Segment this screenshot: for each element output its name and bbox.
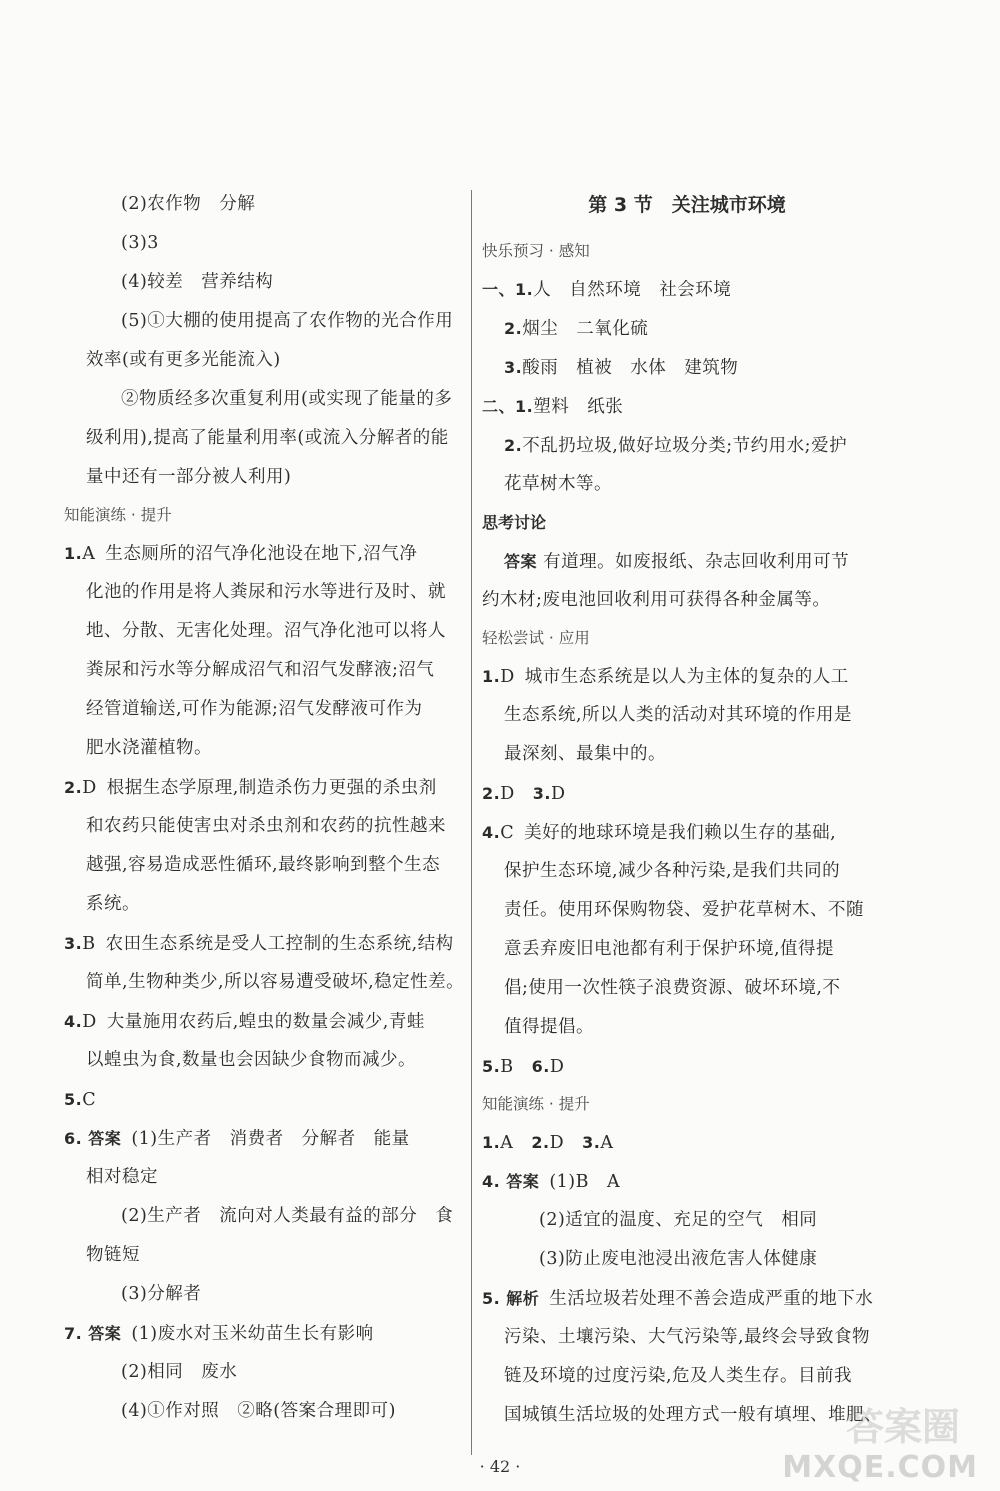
section-heading: 知能演练 · 提升 (482, 1095, 590, 1113)
text-line: ②物质经多次重复利用(或实现了能量的多 (121, 389, 453, 409)
left-column (64, 185, 464, 1431)
text-line: 和农药只能使害虫对杀虫剂和农药的抗性越来 (86, 816, 446, 836)
question-1 (482, 657, 892, 696)
question-number: 5. (64, 1090, 83, 1109)
explanation: 根据生态学原理,制造杀伤力更强的杀虫剂 (106, 778, 437, 798)
explanation: 农田生态系统是受人工控制的生态系统,结构 (105, 934, 454, 954)
page-number: · 42 · (479, 1457, 521, 1476)
question-number: 4. (482, 823, 501, 842)
analysis-label: 解析 (506, 1289, 540, 1308)
text-line: 越强,容易造成恶性循环,最终影响到整个生态 (86, 855, 441, 875)
question-number: 2. (531, 1133, 550, 1152)
text-line: 量中还有一部分被人利用) (86, 467, 292, 487)
question-number: 5. (482, 1057, 501, 1076)
text-line: (4)①作对照 ②略(答案合理即可) (121, 1401, 396, 1421)
text-line: 花草树木等。 (504, 474, 612, 494)
answer-text: 人 自然环境 社会环境 (533, 280, 732, 300)
text-line: (2)适宜的温度、充足的空气 相同 (539, 1210, 818, 1230)
section-heading: 轻松尝试 · 应用 (482, 629, 590, 647)
answer-text: 塑料 纸张 (533, 397, 624, 417)
question-number: 6. (531, 1057, 550, 1076)
item-number: 2. (504, 436, 523, 455)
explanation: 生活垃圾若处理不善会造成严重的地下水 (549, 1289, 874, 1309)
item-number: 二、1. (482, 397, 534, 416)
question-number: 3. (64, 934, 83, 953)
text-line: (4)较差 营养结构 (121, 272, 274, 292)
text-line: 级利用),提高了能量利用率(或流入分解者的能 (86, 428, 449, 448)
right-column (482, 185, 892, 1435)
answer-letter: D (82, 1012, 97, 1032)
text-line: (2)农作物 分解 (121, 194, 256, 214)
answer-letter: B (82, 934, 96, 954)
question-2 (64, 768, 464, 807)
explanation: 大量施用农药后,蝗虫的数量会减少,青蛙 (106, 1012, 425, 1032)
explanation: 生态厕所的沼气净化池设在地下,沼气净 (105, 544, 418, 564)
question-4 (482, 813, 892, 852)
item-number: 3. (504, 358, 523, 377)
text-line: 链及环境的过度污染,危及人类生存。目前我 (504, 1366, 853, 1386)
text-line: 效率(或有更多光能流入) (86, 350, 281, 370)
answer-letter: D (550, 784, 566, 804)
question-7 (64, 1314, 464, 1353)
text-line: (2)生产者 流向对人类最有益的部分 食 (121, 1206, 454, 1226)
section-title: 第 3 节 关注城市环境 (588, 194, 786, 216)
question-5 (64, 1080, 464, 1119)
answer-letter: D (82, 778, 97, 798)
question-4 (64, 1002, 464, 1041)
question-4 (482, 1162, 892, 1201)
answer-letter: C (500, 823, 515, 843)
question-5 (482, 1279, 892, 1318)
text-line: 意丢弃废旧电池都有利于保护环境,值得提 (504, 939, 835, 959)
text-line: 地、分散、无害化处理。沼气净化池可以将人 (86, 621, 446, 641)
answer-item (482, 270, 892, 309)
question-1 (64, 534, 464, 573)
answer-key-label: 答案 (504, 552, 538, 571)
text-line: 简单,生物种类少,所以容易遭受破坏,稳定性差。 (86, 972, 465, 992)
text-line: 系统。 (86, 894, 140, 914)
answer-item (482, 387, 892, 426)
text-line: 物链短 (86, 1245, 140, 1265)
text-line: 粪尿和污水等分解成沼气和沼气发酵液;沼气 (86, 660, 435, 680)
section-heading: 知能演练 · 提升 (64, 506, 172, 524)
question-2-3 (482, 774, 892, 813)
answer-text: 不乱扔垃圾,做好垃圾分类;节约用水;爱护 (522, 436, 848, 456)
item-number: 一、1. (482, 280, 534, 299)
question-number: 4. (64, 1012, 83, 1031)
text-line: (3)防止废电池浸出液危害人体健康 (539, 1249, 818, 1269)
text-line: 国城镇生活垃圾的处理方式一般有填埋、堆肥、 (504, 1405, 882, 1425)
answer-letter: D (549, 1133, 565, 1153)
text-line: 约木材;废电池回收利用可获得各种金属等。 (482, 590, 831, 610)
answer-text: (1)B A (549, 1172, 621, 1192)
question-number: 2. (64, 778, 83, 797)
section-heading: 快乐预习 · 感知 (482, 242, 590, 260)
answer-letter: D (549, 1057, 565, 1077)
question-5-6 (482, 1047, 892, 1086)
answer-letter: D (500, 784, 515, 804)
text-line: 肥水浇灌植物。 (86, 738, 212, 758)
question-6 (64, 1119, 464, 1158)
explanation: 美好的地球环境是我们赖以生存的基础, (524, 823, 837, 843)
question-number: 7. (64, 1324, 83, 1343)
question-3 (64, 924, 464, 963)
question-number: 3. (582, 1133, 601, 1152)
text-line: 经管道输送,可作为能源;沼气发酵液可作为 (86, 699, 423, 719)
text-line: 生态系统,所以人类的活动对其环境的作用是 (504, 705, 853, 725)
answer-text: 有道理。如废报纸、杂志回收利用可节 (543, 552, 850, 572)
answer-key-label: 答案 (88, 1324, 122, 1343)
discussion-heading: 思考讨论 (482, 513, 547, 532)
text-line: (3)分解者 (121, 1284, 202, 1304)
question-number: 4. (482, 1172, 501, 1191)
question-number: 6. (64, 1129, 83, 1148)
answer-item (482, 309, 892, 348)
item-number: 2. (504, 319, 523, 338)
text-line: 倡;使用一次性筷子浪费资源、破坏环境,不 (504, 978, 841, 998)
answer-text: 烟尘 二氧化硫 (522, 319, 649, 339)
watermark: MXQE.COM (782, 1450, 978, 1485)
answer-key-label: 答案 (88, 1129, 122, 1148)
question-number: 1. (64, 544, 83, 563)
question-number: 2. (482, 784, 501, 803)
answer-key-label: 答案 (506, 1172, 540, 1191)
answer-item (482, 426, 892, 465)
answer-item (482, 348, 892, 387)
watermark-logo: 答案圈 (845, 1405, 960, 1449)
answer-letter: D (500, 667, 515, 687)
answer-letter: A (82, 544, 96, 564)
text-line: (5)①大棚的使用提高了农作物的光合作用 (121, 311, 454, 331)
text-line: 责任。使用环保购物袋、爱护花草树木、不随 (504, 900, 864, 920)
discussion-answer (482, 542, 892, 581)
text-line: (3)3 (121, 233, 159, 253)
text-line: 值得提倡。 (504, 1017, 594, 1037)
question-1-3 (482, 1123, 892, 1162)
text-line: 以蝗虫为食,数量也会因缺少食物而减少。 (86, 1050, 417, 1070)
text-line: 污染、土壤污染、大气污染等,最终会导致食物 (504, 1327, 871, 1347)
answer-letter: A (600, 1133, 614, 1153)
question-number: 1. (482, 1133, 501, 1152)
answer-letter: B (500, 1057, 514, 1077)
question-number: 1. (482, 667, 501, 686)
text-line: 保护生态环境,减少各种污染,是我们共同的 (504, 861, 841, 881)
answer-text: (1)生产者 消费者 分解者 能量 (131, 1129, 410, 1149)
answer-text: 酸雨 植被 水体 建筑物 (522, 358, 739, 378)
column-divider (471, 190, 472, 1455)
answer-letter: C (82, 1090, 97, 1110)
text-line: 相对稳定 (86, 1167, 158, 1187)
text-line: 化池的作用是将人粪尿和污水等进行及时、就 (86, 582, 446, 602)
text-line: 最深刻、最集中的。 (504, 744, 666, 764)
answer-text: (1)废水对玉米幼苗生长有影响 (131, 1324, 374, 1344)
explanation: 城市生态系统是以人为主体的复杂的人工 (524, 667, 849, 687)
question-number: 3. (532, 784, 551, 803)
text-line: (2)相同 废水 (121, 1362, 238, 1382)
question-number: 5. (482, 1289, 501, 1308)
answer-letter: A (500, 1133, 514, 1153)
